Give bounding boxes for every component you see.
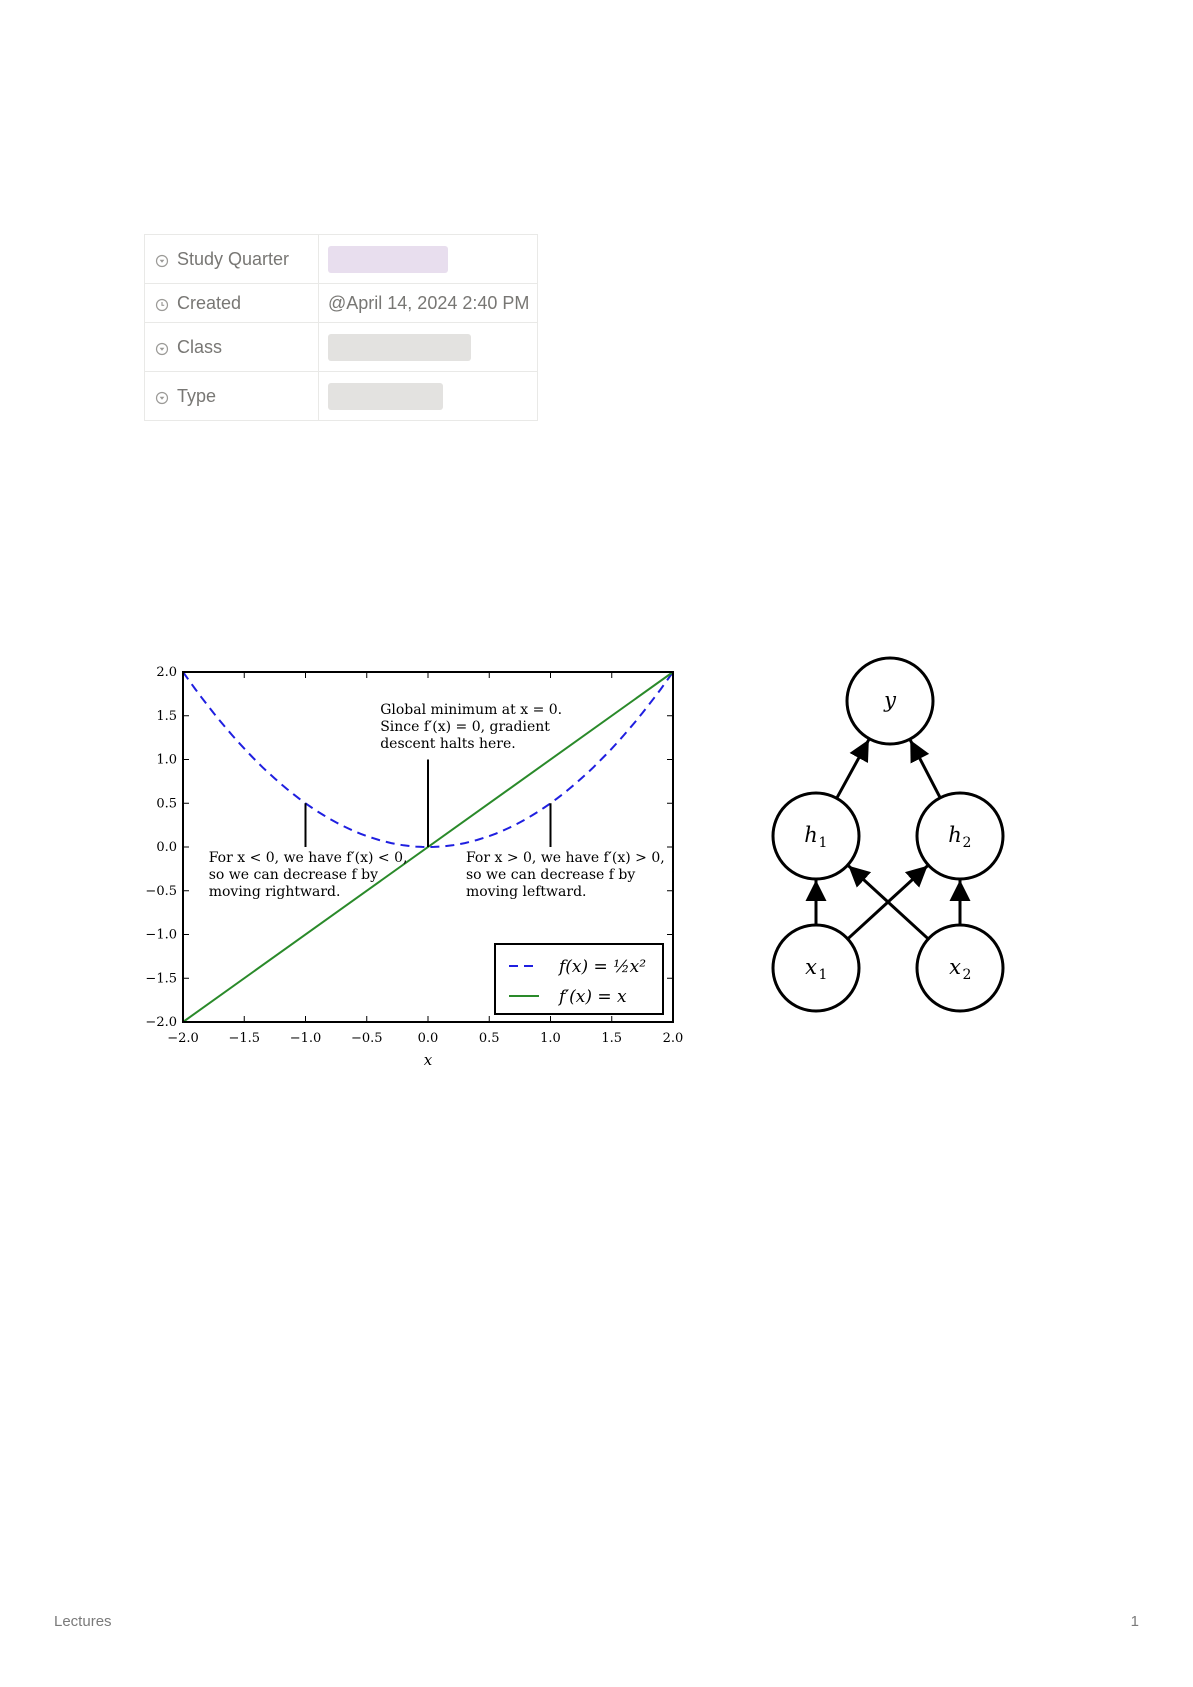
gradient-descent-chart — [140, 660, 700, 1075]
x-tick-label: −2.0 — [167, 1031, 199, 1046]
node-subscript: 2 — [962, 967, 972, 983]
node-label: y — [884, 688, 896, 712]
property-key — [145, 372, 319, 421]
created-date-text: @April 14, 2024 2:40 PM — [328, 292, 530, 313]
select-tag-pill[interactable] — [328, 246, 448, 273]
x-tick-label: 0.0 — [417, 1031, 439, 1046]
properties-table — [144, 234, 538, 421]
property-value[interactable] — [319, 372, 538, 421]
x-tick-label: −0.5 — [350, 1031, 383, 1046]
node-subscript: 2 — [962, 835, 972, 851]
node-subscript: 1 — [818, 835, 828, 851]
property-key — [145, 235, 319, 284]
x-axis-label: x — [423, 1051, 433, 1069]
node-label: h — [948, 823, 962, 847]
annotation-text: Global minimum at x = 0. Since f′(x) = 0, gradient descent halts here. — [380, 702, 563, 752]
y-tick-label: 1.0 — [156, 752, 177, 768]
y-tick-label: −1.5 — [145, 971, 177, 987]
property-row — [145, 284, 538, 323]
y-tick-label: −2.0 — [145, 1015, 177, 1030]
y-tick-label: −0.5 — [145, 883, 177, 899]
property-key — [145, 323, 319, 372]
x-tick-label: 2.0 — [662, 1031, 684, 1046]
property-value[interactable] — [319, 235, 538, 284]
property-value[interactable] — [319, 284, 538, 323]
node-label: x — [805, 955, 817, 979]
select-tag-pill[interactable] — [328, 334, 471, 361]
property-row — [145, 323, 538, 372]
x-tick-label: −1.5 — [228, 1031, 261, 1046]
clock-icon — [155, 298, 169, 312]
property-label: Created — [177, 292, 242, 313]
dropdown-circle-icon — [155, 391, 169, 405]
property-label: Study Quarter — [177, 248, 290, 269]
property-label: Type — [177, 385, 217, 406]
annotation-text: For x < 0, we have f′(x) < 0, so we can decrease f by moving rightward. — [208, 849, 408, 900]
x-tick-label: 1.5 — [601, 1031, 623, 1046]
node-subscript: 1 — [818, 967, 828, 983]
edge-arrow — [837, 740, 869, 799]
legend-label-f: f(x) = ½x² — [559, 957, 647, 977]
annotation-text: For x > 0, we have f′(x) > 0, so we can decrease f by moving leftward. — [465, 849, 665, 900]
legend-label-fprime: f′(x) = x — [559, 987, 627, 1007]
node-label: h — [804, 823, 818, 847]
x-tick-label: −1.0 — [289, 1031, 322, 1046]
property-row — [145, 235, 538, 284]
dropdown-circle-icon — [155, 254, 169, 268]
y-tick-label: 1.5 — [156, 708, 177, 724]
x-tick-label: 1.0 — [540, 1031, 561, 1046]
property-row — [145, 372, 538, 421]
footer-page-number: 1 — [1130, 1613, 1139, 1630]
x-tick-label: 0.5 — [478, 1031, 500, 1046]
y-tick-label: 0.5 — [156, 796, 177, 812]
select-tag-pill[interactable] — [328, 383, 443, 410]
edge-arrow — [910, 740, 940, 798]
dropdown-circle-icon — [155, 342, 169, 356]
node-label: x — [949, 955, 961, 979]
y-tick-label: 2.0 — [156, 665, 177, 680]
network-diagram — [765, 650, 1015, 1020]
y-tick-label: −1.0 — [145, 927, 177, 943]
property-key — [145, 284, 319, 323]
footer-left: Lectures — [54, 1613, 112, 1630]
property-value[interactable] — [319, 323, 538, 372]
y-tick-label: 0.0 — [156, 840, 177, 855]
property-label: Class — [177, 336, 223, 357]
